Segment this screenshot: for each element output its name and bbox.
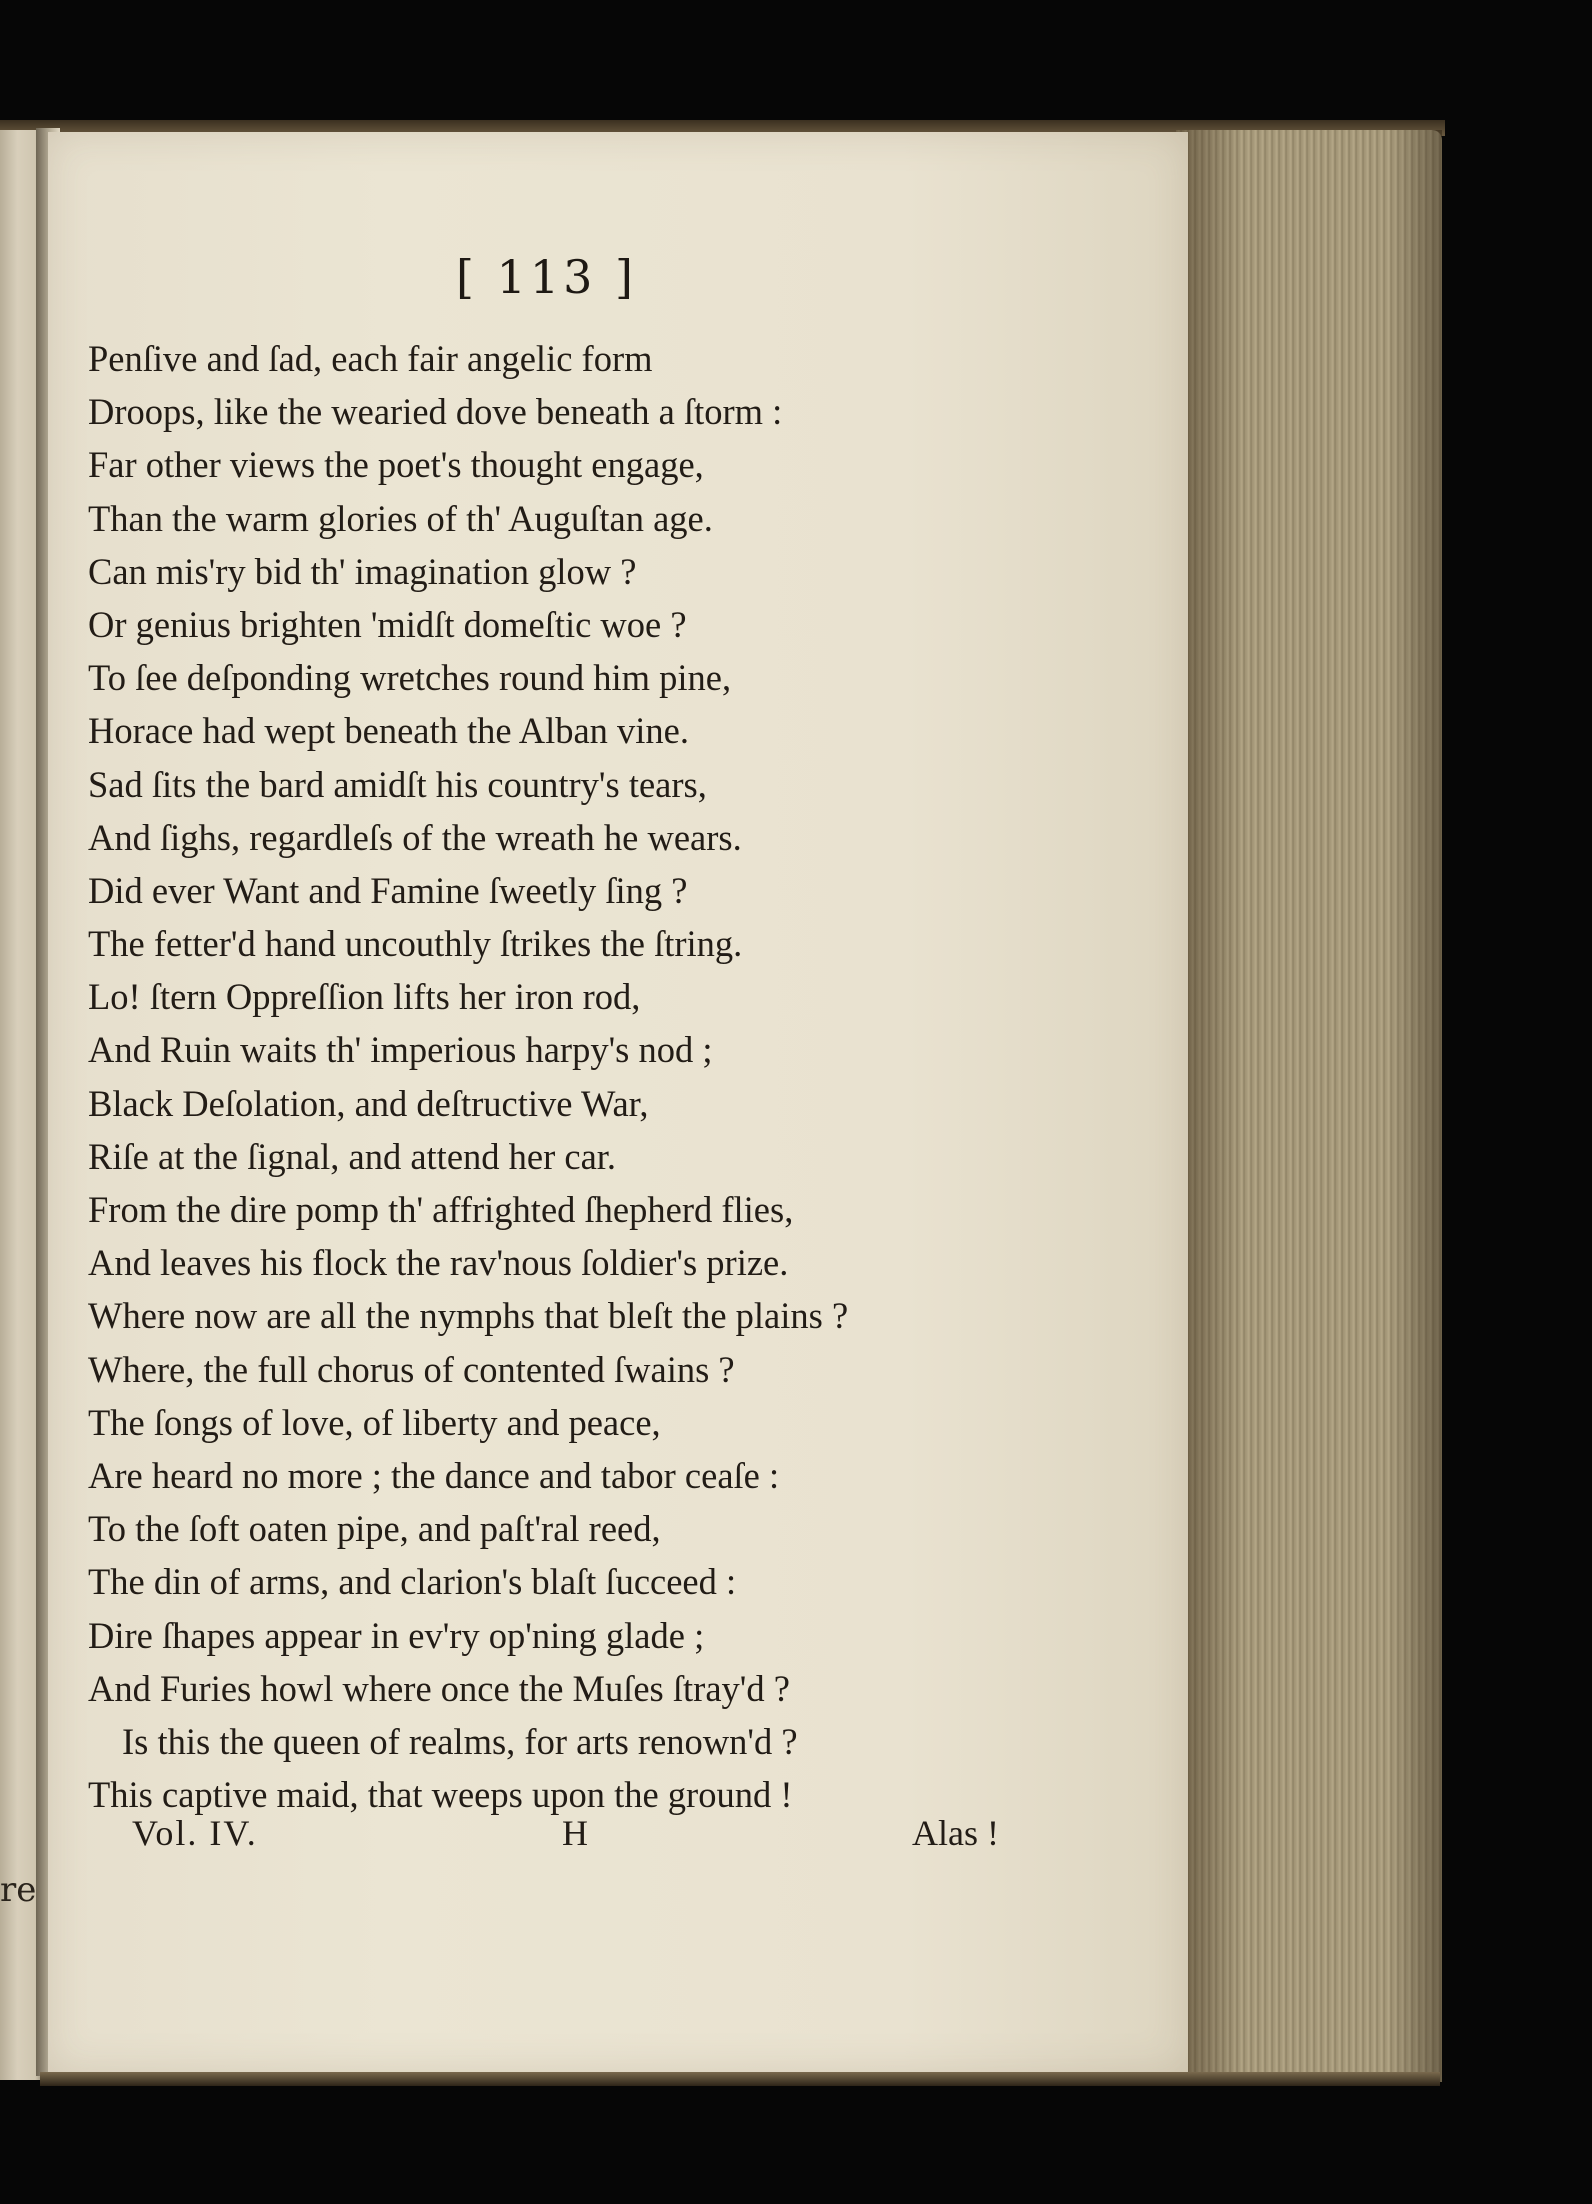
poem-line: Can mis'ry bid th' imagination glow ?	[88, 550, 637, 592]
poem-line: Where now are all the nymphs that bleſt the plains ?	[88, 1295, 849, 1337]
left-page-text-fragment: re	[0, 1870, 37, 1910]
poem-line: And Ruin waits th' imperious harpy's nod ;	[88, 1029, 713, 1071]
volume-label: Vol. IV.	[132, 1813, 258, 1853]
poem-line: To the ſoft oaten pipe, and paſt'ral reed,	[88, 1508, 661, 1550]
poem-line: The fetter'd hand uncouthly ſtrikes the ſtring.	[88, 923, 743, 965]
poem-line: And ſighs, regardleſs of the wreath he wears.	[88, 816, 742, 858]
catchword: Alas !	[912, 1813, 999, 1853]
poem-line: Or genius brighten 'midſt domeſtic woe ?	[88, 603, 687, 645]
poem-line: To ſee deſponding wretches round him pine,	[88, 657, 732, 699]
poem-line: The din of arms, and clarion's blaſt ſucceed :	[88, 1561, 737, 1603]
poem-line: And Furies howl where once the Muſes ſtray'd ?	[88, 1667, 790, 1709]
poem-line: Penſive and ſad, each fair angelic form	[88, 338, 653, 379]
page-footer	[48, 1812, 1188, 1862]
poem-line: And leaves his flock the rav'nous ſoldier's prize.	[88, 1242, 789, 1284]
poem-line: From the dire pomp th' affrighted ſhepherd flies,	[88, 1189, 794, 1230]
poem-line: Did ever Want and Famine ſweetly ſing ?	[88, 869, 688, 911]
book-page	[48, 132, 1188, 2072]
poem-line: Lo! ſtern Oppreſſion lifts her iron rod,	[88, 976, 641, 1018]
poem-line: Riſe at the ſignal, and attend her car.	[88, 1135, 617, 1177]
poem-line: Black Deſolation, and deſtructive War,	[88, 1082, 649, 1124]
page-edges-shadow	[1176, 130, 1442, 2082]
page-number: [ 113 ]	[456, 250, 637, 304]
poem-line: Are heard no more ; the dance and tabor ceaſe :	[88, 1454, 780, 1496]
poem-text	[88, 332, 1188, 1821]
poem-line: Far other views the poet's thought engage,	[88, 444, 704, 486]
poem-line: Is this the queen of realms, for arts renown'd ?	[122, 1720, 798, 1762]
poem-line: Dire ſhapes appear in ev'ry op'ning glade ;	[88, 1614, 705, 1656]
poem-line: Sad ſits the bard amidſt his country's tears,	[88, 763, 707, 805]
signature-mark: H	[562, 1813, 588, 1853]
poem-line: Horace had wept beneath the Alban vine.	[88, 710, 690, 752]
book-cover-bottom-edge	[40, 2072, 1440, 2086]
poem-line: The ſongs of love, of liberty and peace,	[88, 1401, 661, 1443]
poem-line: Where, the full chorus of contented ſwains ?	[88, 1348, 735, 1390]
poem-line: Droops, like the wearied dove beneath a ſtorm :	[88, 391, 783, 433]
poem-line: This captive maid, that weeps upon the ground !	[88, 1774, 793, 1816]
poem-line: Than the warm glories of th' Auguſtan age.	[88, 497, 713, 539]
